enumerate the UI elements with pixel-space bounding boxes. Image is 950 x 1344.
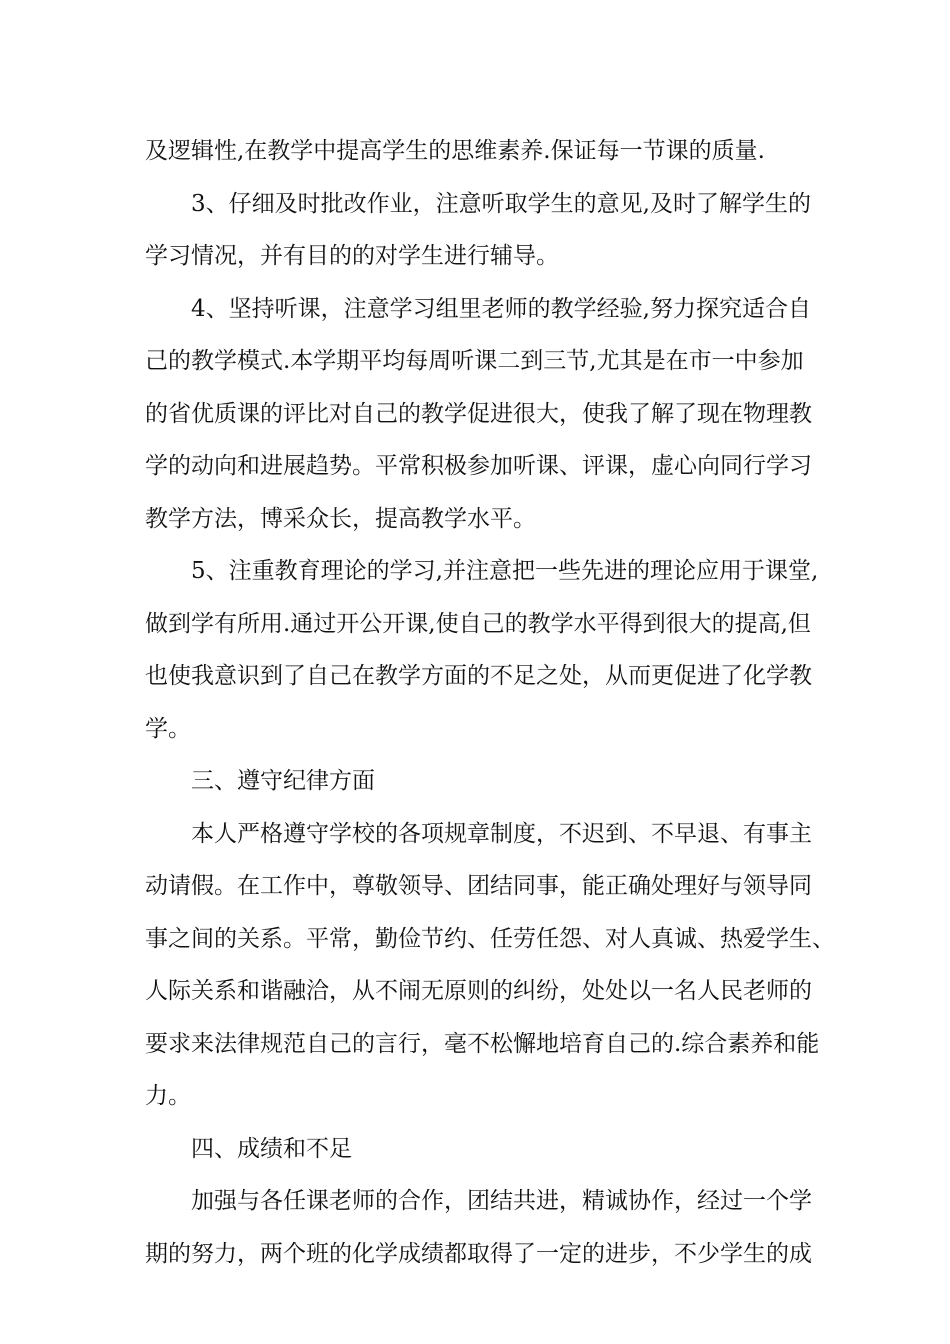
section-heading: 三、遵守纪律方面 <box>191 768 375 794</box>
text-line: 3、仔细及时批改作业，注意听取学生的意见,及时了解学生的 <box>191 190 811 217</box>
text-line: 学的动向和进展趋势。平常积极参加听课、评课，虚心向同行学习 <box>145 453 812 479</box>
text-line: 的省优质课的评比对自己的教学促进很大，使我了解了现在物理教 <box>145 400 812 427</box>
text-line: 也使我意识到了自己在教学方面的不足之处，从而更促进了化学教 <box>145 663 812 689</box>
text-line: 己的教学模式.本学期平均每周听课二到三节,尤其是在市一中参加 <box>145 348 804 374</box>
text-line: 人际关系和谐融洽，从不闹无原则的纠纷，处处以一名人民老师的 <box>145 978 812 1004</box>
text-line: 力。 <box>145 1083 191 1109</box>
text-line: 学习情况，并有目的的对学生进行辅导。 <box>145 243 559 269</box>
section-heading: 四、成绩和不足 <box>191 1135 352 1162</box>
text-line: 动请假。在工作中，尊敬领导、团结同事，能正确处理好与领导同 <box>145 873 812 899</box>
text-line: 及逻辑性,在教学中提高学生的思维素养.保证每一节课的质量. <box>145 138 765 164</box>
text-line: 事之间的关系。平常，勤俭节约、任劳任怨、对人真诚、热爱学生、 <box>145 925 835 952</box>
text-line: 4、坚持听课，注意学习组里老师的教学经验,努力探究适合自 <box>191 295 811 322</box>
text-line: 做到学有所用.通过开公开课,使自己的教学水平得到很大的提高,但 <box>145 610 811 637</box>
document-body <box>145 125 835 1280</box>
text-line: 5、注重教育理论的学习,并注意把一些先进的理论应用于课堂, <box>191 558 819 584</box>
text-line: 本人严格遵守学校的各项规章制度，不迟到、不早退、有事主 <box>191 820 812 847</box>
text-line: 期的努力，两个班的化学成绩都取得了一定的进步，不少学生的成 <box>145 1240 812 1267</box>
text-line: 教学方法，博采众长，提高教学水平。 <box>145 505 536 532</box>
text-line: 学。 <box>145 715 191 742</box>
text-line: 加强与各任课老师的合作，团结共进，精诚协作，经过一个学 <box>191 1188 812 1214</box>
text-line: 要求来法律规范自己的言行，毫不松懈地培育自己的.综合素养和能 <box>145 1030 820 1057</box>
